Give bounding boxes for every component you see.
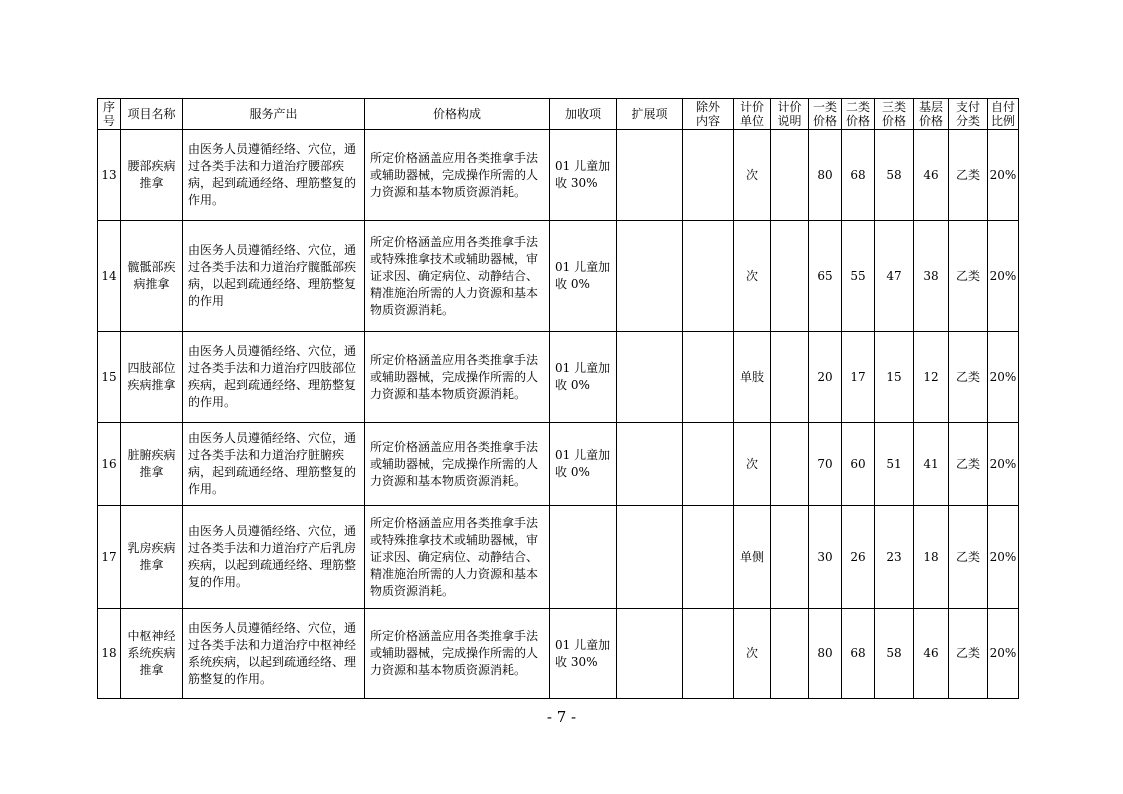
row-pricing-note [771, 221, 809, 332]
header-p1: 一类价格 [809, 99, 842, 130]
row-service-output: 由医务人员遵循经络、穴位，通过各类手法和力道治疗中枢神经系统疾病，以起到疏通经络、理筋整复的作用。 [183, 609, 365, 699]
row-price-class1: 70 [809, 423, 842, 506]
row-price-class3: 51 [875, 423, 914, 506]
row-extension [617, 332, 683, 423]
row-price-class2: 68 [842, 609, 875, 699]
row-price-basic: 46 [914, 130, 949, 221]
row-project-name: 髋骶部疾病推拿 [121, 221, 183, 332]
header-service: 服务产出 [183, 99, 365, 130]
header-pay: 支付分类 [949, 99, 988, 130]
row-price-composition: 所定价格涵盖应用各类推拿手法或辅助器械，完成操作所需的人力资源和基本物质资源消耗。 [365, 423, 550, 506]
row-addon: 01 儿童加收 0% [550, 332, 617, 423]
row-price-composition: 所定价格涵盖应用各类推拿手法或辅助器械，完成操作所需的人力资源和基本物质资源消耗。 [365, 332, 550, 423]
row-unit: 次 [734, 609, 771, 699]
row-service-output: 由医务人员遵循经络、穴位，通过各类手法和力道治疗腰部疾病，起到疏通经络、理筋整复的作用。 [183, 130, 365, 221]
row-pricing-note [771, 130, 809, 221]
row-price-basic: 46 [914, 609, 949, 699]
row-service-output: 由医务人员遵循经络、穴位，通过各类手法和力道治疗四肢部位疾病，起到疏通经络、理筋整复的作用。 [183, 332, 365, 423]
row-project-name: 脏腑疾病推拿 [121, 423, 183, 506]
row-self-pay-ratio: 20% [988, 130, 1019, 221]
row-price-class1: 80 [809, 130, 842, 221]
row-addon: 01 儿童加收 0% [550, 423, 617, 506]
row-unit: 单侧 [734, 506, 771, 609]
row-pricing-note [771, 332, 809, 423]
row-price-class3: 15 [875, 332, 914, 423]
row-self-pay-ratio: 20% [988, 221, 1019, 332]
row-addon: 01 儿童加收 30% [550, 609, 617, 699]
table-row [98, 332, 1019, 423]
row-pricing-note [771, 609, 809, 699]
header-seq: 序号 [98, 99, 121, 130]
row-price-class3: 47 [875, 221, 914, 332]
row-payment-class: 乙类 [949, 609, 988, 699]
row-self-pay-ratio: 20% [988, 609, 1019, 699]
header-excl: 除外内容 [683, 99, 734, 130]
row-price-class2: 26 [842, 506, 875, 609]
row-price-basic: 41 [914, 423, 949, 506]
row-self-pay-ratio: 20% [988, 423, 1019, 506]
table-row [98, 506, 1019, 609]
row-seq: 16 [98, 423, 121, 506]
row-payment-class: 乙类 [949, 506, 988, 609]
row-seq: 17 [98, 506, 121, 609]
row-exclusion [683, 506, 734, 609]
row-payment-class: 乙类 [949, 332, 988, 423]
row-price-basic: 38 [914, 221, 949, 332]
row-project-name: 中枢神经系统疾病推拿 [121, 609, 183, 699]
row-service-output: 由医务人员遵循经络、穴位，通过各类手法和力道治疗脏腑疾病，起到疏通经络、理筋整复的作用。 [183, 423, 365, 506]
row-extension [617, 221, 683, 332]
row-price-class2: 17 [842, 332, 875, 423]
row-exclusion [683, 221, 734, 332]
row-payment-class: 乙类 [949, 130, 988, 221]
row-price-class3: 58 [875, 130, 914, 221]
row-price-basic: 12 [914, 332, 949, 423]
row-exclusion [683, 130, 734, 221]
row-unit: 次 [734, 221, 771, 332]
row-extension [617, 130, 683, 221]
row-service-output: 由医务人员遵循经络、穴位，通过各类手法和力道治疗髋骶部疾病，以起到疏通经络、理筋整复的作用 [183, 221, 365, 332]
row-price-class3: 58 [875, 609, 914, 699]
row-project-name: 乳房疾病推拿 [121, 506, 183, 609]
row-project-name: 腰部疾病推拿 [121, 130, 183, 221]
row-exclusion [683, 332, 734, 423]
row-price-composition: 所定价格涵盖应用各类推拿手法或特殊推拿技术或辅助器械，审证求因、确定病位、动静结合、精准施治所需的人力资源和基本物质资源消耗。 [365, 506, 550, 609]
row-price-class1: 20 [809, 332, 842, 423]
row-price-class1: 80 [809, 609, 842, 699]
row-payment-class: 乙类 [949, 423, 988, 506]
row-price-class1: 65 [809, 221, 842, 332]
row-price-class1: 30 [809, 506, 842, 609]
row-seq: 15 [98, 332, 121, 423]
row-price-basic: 18 [914, 506, 949, 609]
row-seq: 14 [98, 221, 121, 332]
row-pricing-note [771, 423, 809, 506]
row-pricing-note [771, 506, 809, 609]
row-self-pay-ratio: 20% [988, 506, 1019, 609]
table-row [98, 130, 1019, 221]
header-note: 计价说明 [771, 99, 809, 130]
table-row [98, 609, 1019, 699]
header-self: 自付比例 [988, 99, 1019, 130]
row-unit: 次 [734, 130, 771, 221]
header-name: 项目名称 [121, 99, 183, 130]
row-exclusion [683, 423, 734, 506]
row-payment-class: 乙类 [949, 221, 988, 332]
row-extension [617, 506, 683, 609]
row-extension [617, 423, 683, 506]
row-price-class3: 23 [875, 506, 914, 609]
row-extension [617, 609, 683, 699]
row-price-class2: 60 [842, 423, 875, 506]
row-price-composition: 所定价格涵盖应用各类推拿手法或辅助器械，完成操作所需的人力资源和基本物质资源消耗。 [365, 130, 550, 221]
header-price-comp: 价格构成 [365, 99, 550, 130]
row-price-class2: 55 [842, 221, 875, 332]
row-price-composition: 所定价格涵盖应用各类推拿手法或辅助器械，完成操作所需的人力资源和基本物质资源消耗。 [365, 609, 550, 699]
header-ext: 扩展项 [617, 99, 683, 130]
header-p2: 二类价格 [842, 99, 875, 130]
header-pb: 基层价格 [914, 99, 949, 130]
row-seq: 18 [98, 609, 121, 699]
header-row [98, 99, 1019, 130]
header-addon: 加收项 [550, 99, 617, 130]
table-row [98, 423, 1019, 506]
header-p3: 三类价格 [875, 99, 914, 130]
row-price-composition: 所定价格涵盖应用各类推拿手法或特殊推拿技术或辅助器械，审证求因、确定病位、动静结合、精准施治所需的人力资源和基本物质资源消耗。 [365, 221, 550, 332]
row-unit: 次 [734, 423, 771, 506]
row-unit: 单肢 [734, 332, 771, 423]
row-addon: 01 儿童加收 30% [550, 130, 617, 221]
page-number: - 7 - [546, 708, 577, 726]
row-service-output: 由医务人员遵循经络、穴位，通过各类手法和力道治疗产后乳房疾病，以起到疏通经络、理筋整复的作用。 [183, 506, 365, 609]
row-seq: 13 [98, 130, 121, 221]
pricing-table [97, 98, 1019, 699]
row-self-pay-ratio: 20% [988, 332, 1019, 423]
row-addon: 01 儿童加收 0% [550, 221, 617, 332]
row-addon [550, 506, 617, 609]
table-row [98, 221, 1019, 332]
row-price-class2: 68 [842, 130, 875, 221]
row-exclusion [683, 609, 734, 699]
row-project-name: 四肢部位疾病推拿 [121, 332, 183, 423]
header-unit: 计价单位 [734, 99, 771, 130]
